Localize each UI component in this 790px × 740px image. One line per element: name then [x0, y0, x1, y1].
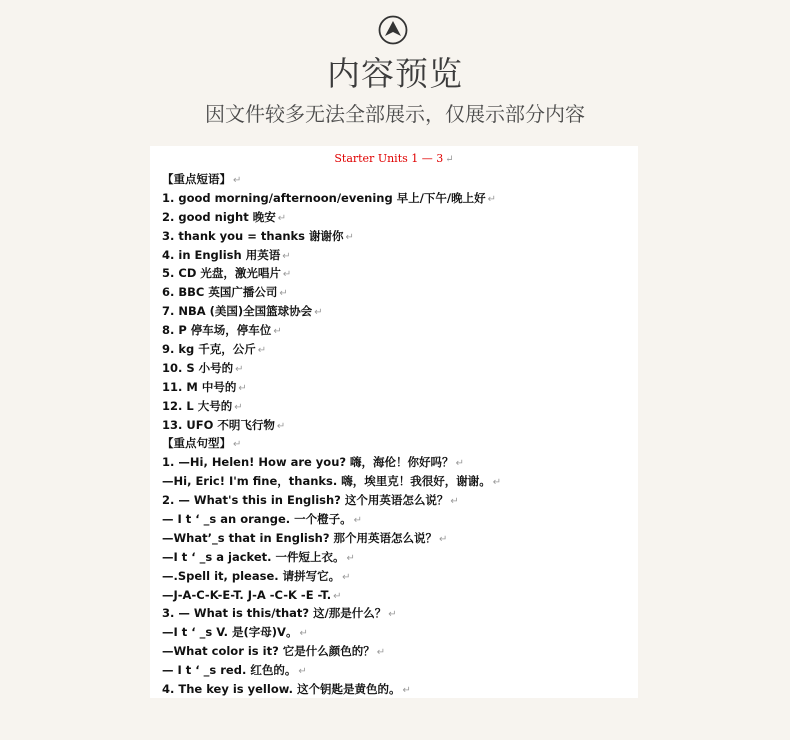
document-line: 【重点短语】 ↵ — [162, 172, 242, 186]
return-mark: ↵ — [257, 345, 267, 357]
return-mark: ↵ — [282, 250, 291, 262]
document-line: — I t ‘ _s an orange. 一个橙子。 ↵ — [162, 512, 363, 527]
document-line: —What’_s that in English? 那个用英语怎么说？ ↵ — [162, 530, 448, 545]
document-line: 9. kg 千克，公斤 ↵ — [162, 342, 267, 357]
return-mark: ↵ — [353, 515, 363, 527]
return-mark: ↵ — [450, 496, 459, 508]
document-line: — I t ‘ _s red. 红色的。 ↵ — [162, 663, 307, 678]
return-mark: ↵ — [277, 212, 287, 224]
document-line: 3. thank you = thanks 谢谢你 ↵ — [162, 228, 354, 243]
return-mark: ↵ — [299, 628, 308, 640]
document-heading: Starter Units 1 — 3 ↵ — [334, 152, 454, 165]
return-mark: ↵ — [439, 533, 448, 545]
return-mark: ↵ — [333, 590, 342, 602]
return-mark: ↵ — [276, 420, 286, 432]
return-mark: ↵ — [233, 439, 242, 451]
return-mark: ↵ — [487, 193, 496, 205]
return-mark: ↵ — [273, 326, 282, 338]
document-line: 2. good night 晚安 ↵ — [162, 209, 287, 224]
document-line: 5. CD 光盘，激光唱片 ↵ — [162, 266, 292, 281]
return-mark: ↵ — [238, 382, 247, 394]
return-mark: ↵ — [234, 401, 243, 413]
document-line: —J-A-C-K-E-T. J-A -C-K -E -T. ↵ — [162, 587, 342, 602]
return-mark: ↵ — [314, 307, 323, 319]
page-subtitle: 因文件较多无法全部展示，仅展示部分内容 — [205, 102, 585, 126]
document-line: 8. P 停车场，停车位 ↵ — [162, 323, 282, 338]
document-lines — [162, 170, 630, 699]
page-title: 内容预览 — [327, 54, 463, 93]
document-line: 1. good morning/afternoon/evening 早上/下午/晚上好 ↵ — [162, 190, 496, 205]
return-mark: ↵ — [346, 552, 355, 564]
document-line: —I t ‘ _s a jacket. 一件短上衣。 ↵ — [162, 549, 355, 564]
return-mark: ↵ — [298, 666, 307, 678]
return-mark: ↵ — [282, 269, 292, 281]
document-preview — [150, 146, 638, 698]
document-line: 7. NBA (美国)全国篮球协会 ↵ — [162, 304, 323, 319]
document-line: —.Spell it, please. 请拼写它。 ↵ — [162, 568, 351, 583]
document-line: 3. — What is this/that? 这/那是什么？ ↵ — [162, 606, 397, 621]
document-line: 13. UFO 不明飞行物 ↵ — [162, 417, 286, 432]
document-line: 11. M 中号的 ↵ — [162, 379, 247, 394]
document-line: 【重点句型】 ↵ — [162, 436, 242, 451]
return-mark: ↵ — [402, 685, 411, 697]
document-line: 2. — What's this in English? 这个用英语怎么说？ ↵ — [162, 493, 459, 508]
return-mark: ↵ — [233, 175, 242, 186]
return-mark: ↵ — [279, 288, 288, 300]
return-mark: ↵ — [376, 647, 386, 659]
up-arrow-logo-icon — [378, 15, 408, 45]
document-line: 1. —Hi, Helen! How are you? 嗨，海伦！你好吗？ ↵ — [162, 455, 464, 470]
document-line: —Hi, Eric! I'm fine，thanks. 嗨，埃里克！我很好，谢谢。 ↵ — [162, 474, 502, 489]
return-mark: ↵ — [235, 363, 244, 375]
document-line: 12. L 大号的 ↵ — [162, 398, 243, 413]
document-line: —I t ‘ _s V. 是(字母)V。 ↵ — [162, 625, 308, 640]
return-mark: ↵ — [388, 609, 397, 621]
document-line: 6. BBC 英国广播公司 ↵ — [162, 285, 288, 300]
document-line: 10. S 小号的 ↵ — [162, 360, 244, 375]
return-mark: ↵ — [455, 458, 464, 470]
return-mark: ↵ — [345, 231, 354, 243]
return-mark: ↵ — [342, 571, 351, 583]
document-line: 4. The key is yellow. 这个钥匙是黄色的。 ↵ — [162, 682, 411, 697]
return-mark: ↵ — [492, 477, 502, 489]
document-line: 4. in English 用英语 ↵ — [162, 247, 291, 262]
document-line: —What color is it? 它是什么颜色的？ ↵ — [162, 644, 386, 659]
